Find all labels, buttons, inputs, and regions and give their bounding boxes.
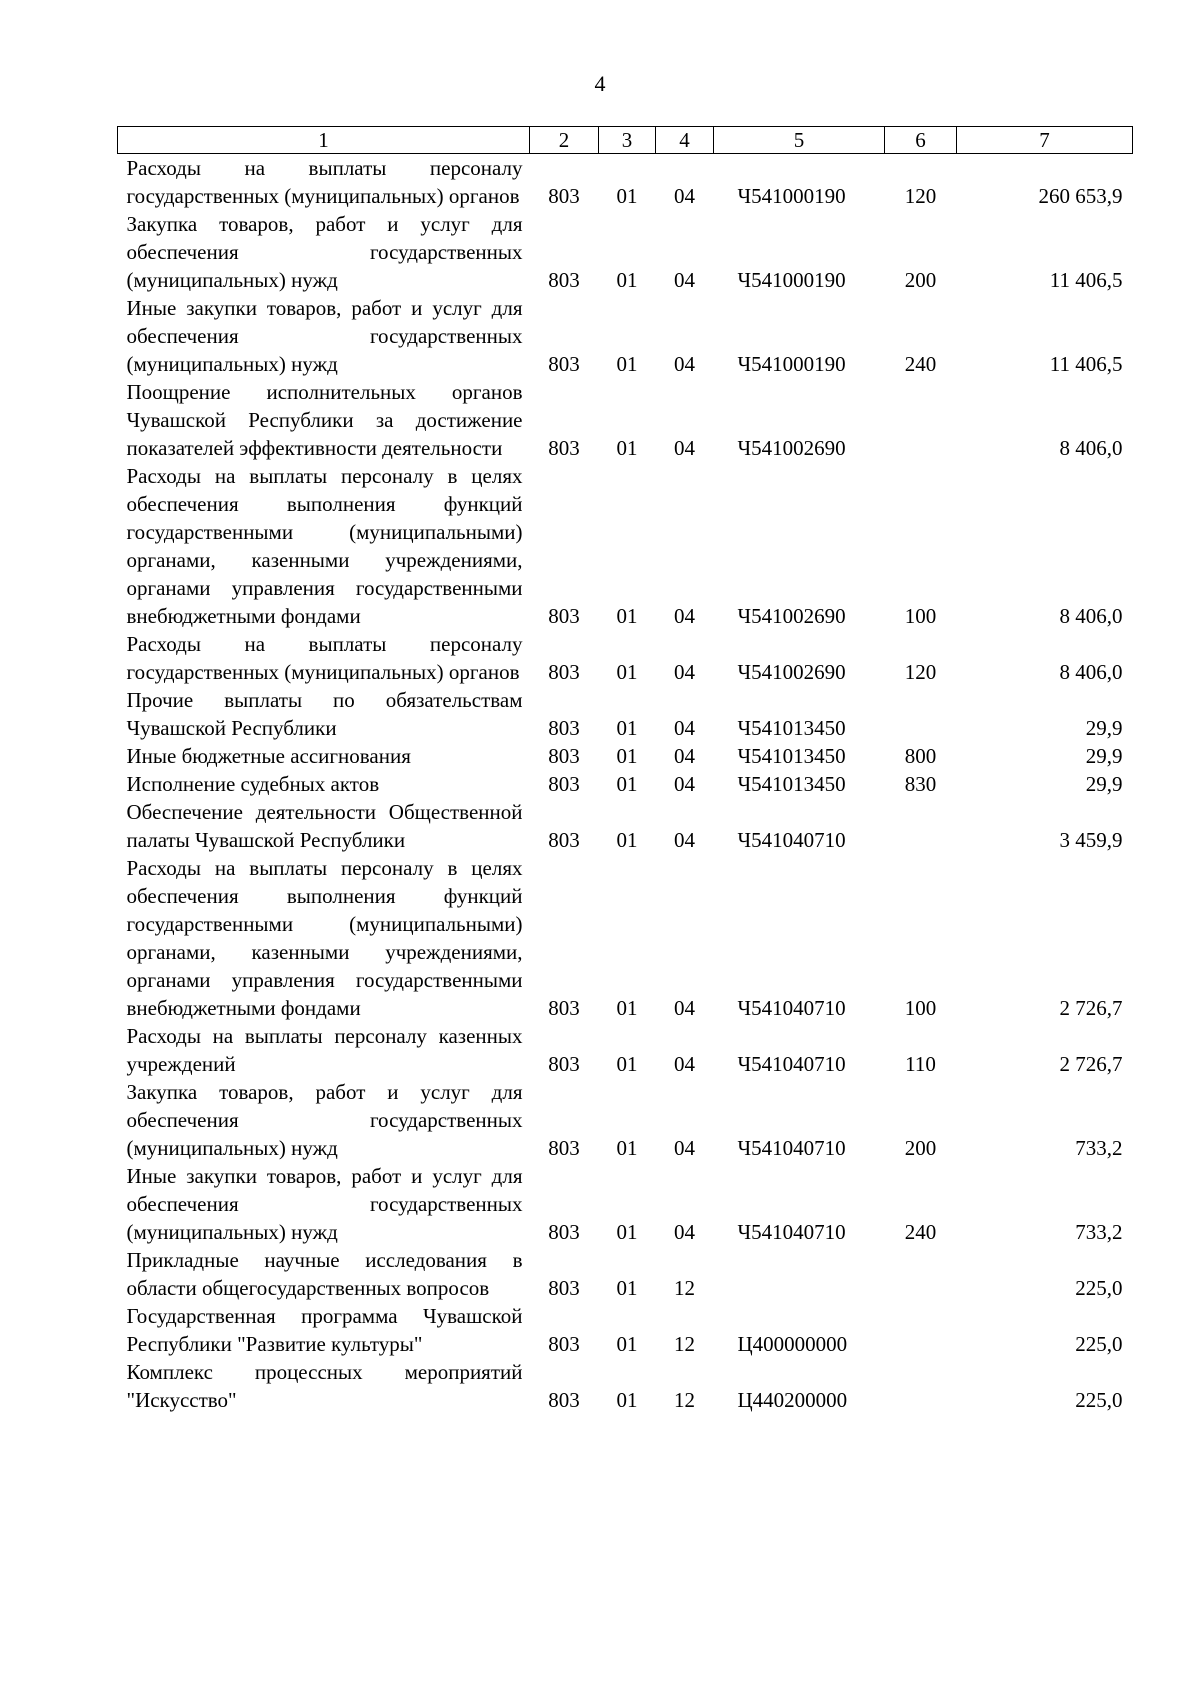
target-article-cell: Ч541013450	[737, 716, 846, 740]
table-row	[118, 854, 1133, 1022]
expense-name-cell: Расходы на выплаты персоналу казенных учреждений	[126, 1024, 523, 1076]
ministry-code-cell: 803	[548, 996, 580, 1020]
table-header	[118, 127, 1133, 154]
ministry-code-cell: 803	[548, 604, 580, 628]
subsection-code-cell: 04	[674, 436, 695, 460]
ministry-code-cell: 803	[548, 436, 580, 460]
expense-type-cell	[885, 1302, 957, 1358]
subsection-code-cell: 04	[674, 1052, 695, 1076]
target-article-cell: Ч541002690	[737, 660, 846, 684]
amount-cell: 2 726,7	[1059, 996, 1123, 1020]
expense-name-cell: Прочие выплаты по обязательствам Чувашской Республики	[126, 688, 523, 740]
subsection-code-cell: 12	[674, 1388, 695, 1412]
section-code-cell: 01	[616, 1136, 638, 1160]
ministry-code-cell: 803	[548, 744, 580, 768]
ministry-code-cell: 803	[548, 1052, 580, 1076]
section-code-cell: 01	[616, 996, 638, 1020]
section-code-cell: 01	[616, 1388, 638, 1412]
section-code-cell: 01	[616, 1276, 638, 1300]
expense-type-cell: 800	[904, 744, 937, 768]
expense-type-cell	[885, 1246, 957, 1302]
header-row	[118, 127, 1133, 154]
table-row	[118, 1162, 1133, 1246]
header-cell-6: 6	[885, 127, 957, 154]
amount-cell: 260 653,9	[1038, 184, 1123, 208]
expense-name-cell: Иные закупки товаров, работ и услуг для обеспечения государственных (муниципальных) нужд	[126, 296, 523, 376]
expense-name-cell: Исполнение судебных актов	[126, 772, 380, 796]
expense-name-cell: Расходы на выплаты персоналу в целях обеспечения выполнения функций государственными (муниципальными) органами, казенными учреждениями, органами управления государственными внебюджетными фондами	[126, 464, 523, 628]
subsection-code-cell: 12	[674, 1276, 695, 1300]
amount-cell: 29,9	[1085, 772, 1123, 796]
amount-cell: 8 406,0	[1059, 660, 1123, 684]
expense-name-cell: Иные бюджетные ассигнования	[126, 744, 411, 768]
subsection-code-cell: 04	[674, 184, 695, 208]
expense-type-cell: 120	[904, 660, 937, 684]
subsection-code-cell: 12	[674, 1332, 695, 1356]
table-row	[118, 462, 1133, 630]
amount-cell: 29,9	[1085, 716, 1123, 740]
table-row	[118, 686, 1133, 742]
table-row	[118, 154, 1133, 211]
amount-cell: 225,0	[1075, 1276, 1123, 1300]
table-row	[118, 742, 1133, 770]
target-article-cell: Ч541002690	[737, 436, 846, 460]
ministry-code-cell: 803	[548, 1220, 580, 1244]
section-code-cell: 01	[616, 604, 638, 628]
section-code-cell: 01	[616, 1052, 638, 1076]
ministry-code-cell: 803	[548, 1276, 580, 1300]
ministry-code-cell: 803	[548, 352, 580, 376]
subsection-code-cell: 04	[674, 1220, 695, 1244]
target-article-cell: Ч541000190	[737, 184, 846, 208]
section-code-cell: 01	[616, 660, 638, 684]
amount-cell: 2 726,7	[1059, 1052, 1123, 1076]
table-row	[118, 1078, 1133, 1162]
target-article-cell: Ц440200000	[737, 1388, 848, 1412]
expense-name-cell: Комплекс процессных мероприятий "Искусство"	[126, 1360, 523, 1412]
ministry-code-cell: 803	[548, 660, 580, 684]
expense-name-cell: Прикладные научные исследования в области общегосударственных вопросов	[126, 1248, 523, 1300]
expense-type-cell: 120	[904, 184, 937, 208]
expense-type-cell	[885, 686, 957, 742]
expense-type-cell: 100	[904, 996, 937, 1020]
expense-name-cell: Расходы на выплаты персоналу в целях обеспечения выполнения функций государственными (муниципальными) органами, казенными учреждениями, органами управления государственными внебюджетными фондами	[126, 856, 523, 1020]
expense-name-cell: Государственная программа Чувашской Республики "Развитие культуры"	[126, 1304, 523, 1356]
section-code-cell: 01	[616, 268, 638, 292]
table-body	[118, 154, 1133, 1415]
target-article-cell	[714, 1246, 885, 1302]
table-row	[118, 1246, 1133, 1302]
expense-type-cell: 240	[904, 1220, 937, 1244]
table-row	[118, 378, 1133, 462]
ministry-code-cell: 803	[548, 1332, 580, 1356]
target-article-cell: Ч541040710	[737, 996, 846, 1020]
header-cell-2: 2	[530, 127, 599, 154]
subsection-code-cell: 04	[674, 352, 695, 376]
table-row	[118, 1302, 1133, 1358]
table-row	[118, 294, 1133, 378]
expense-name-cell: Закупка товаров, работ и услуг для обеспечения государственных (муниципальных) нужд	[126, 1080, 523, 1160]
expense-name-cell: Расходы на выплаты персоналу государственных (муниципальных) органов	[126, 156, 523, 208]
ministry-code-cell: 803	[548, 716, 580, 740]
expense-name-cell: Иные закупки товаров, работ и услуг для обеспечения государственных (муниципальных) нужд	[126, 1164, 523, 1244]
section-code-cell: 01	[616, 1220, 638, 1244]
section-code-cell: 01	[616, 716, 638, 740]
amount-cell: 29,9	[1085, 744, 1123, 768]
expense-name-cell: Закупка товаров, работ и услуг для обеспечения государственных (муниципальных) нужд	[126, 212, 523, 292]
page-number: 4	[594, 71, 606, 96]
amount-cell: 225,0	[1075, 1388, 1123, 1412]
ministry-code-cell: 803	[548, 1388, 580, 1412]
section-code-cell: 01	[616, 1332, 638, 1356]
budget-table	[117, 126, 1133, 1414]
expense-type-cell: 110	[905, 1052, 936, 1076]
section-code-cell: 01	[616, 352, 638, 376]
amount-cell: 225,0	[1075, 1332, 1123, 1356]
subsection-code-cell: 04	[674, 660, 695, 684]
section-code-cell: 01	[616, 436, 638, 460]
ministry-code-cell: 803	[548, 184, 580, 208]
expense-name-cell: Обеспечение деятельности Общественной палаты Чувашской Республики	[126, 800, 523, 852]
expense-type-cell	[885, 378, 957, 462]
subsection-code-cell: 04	[674, 996, 695, 1020]
target-article-cell: Ч541040710	[737, 1136, 846, 1160]
section-code-cell: 01	[616, 828, 638, 852]
section-code-cell: 01	[616, 744, 638, 768]
section-code-cell: 01	[616, 184, 638, 208]
expense-name-cell: Расходы на выплаты персоналу государственных (муниципальных) органов	[126, 632, 523, 684]
ministry-code-cell: 803	[548, 1136, 580, 1160]
table-row	[118, 770, 1133, 798]
table-row	[118, 210, 1133, 294]
subsection-code-cell: 04	[674, 828, 695, 852]
expense-type-cell: 830	[904, 772, 937, 796]
amount-cell: 8 406,0	[1059, 436, 1123, 460]
header-cell-3: 3	[599, 127, 656, 154]
target-article-cell: Ц400000000	[737, 1332, 848, 1356]
amount-cell: 11 406,5	[1049, 268, 1123, 292]
ministry-code-cell: 803	[548, 268, 580, 292]
header-cell-5: 5	[714, 127, 885, 154]
table-row	[118, 1022, 1133, 1078]
subsection-code-cell: 04	[674, 604, 695, 628]
expense-type-cell	[885, 798, 957, 854]
table-row	[118, 630, 1133, 686]
table-row	[118, 798, 1133, 854]
amount-cell: 8 406,0	[1059, 604, 1123, 628]
subsection-code-cell: 04	[674, 744, 695, 768]
expense-type-cell: 240	[904, 352, 937, 376]
amount-cell: 3 459,9	[1059, 828, 1123, 852]
target-article-cell: Ч541013450	[737, 772, 846, 796]
target-article-cell: Ч541040710	[737, 1220, 846, 1244]
expense-type-cell	[885, 1358, 957, 1414]
amount-cell: 733,2	[1075, 1220, 1123, 1244]
header-cell-4: 4	[656, 127, 714, 154]
table-row	[118, 1358, 1133, 1414]
amount-cell: 733,2	[1075, 1136, 1123, 1160]
target-article-cell: Ч541000190	[737, 352, 846, 376]
expense-type-cell: 200	[904, 1136, 937, 1160]
target-article-cell: Ч541040710	[737, 828, 846, 852]
target-article-cell: Ч541002690	[737, 604, 846, 628]
expense-name-cell: Поощрение исполнительных органов Чувашской Республики за достижение показателей эффективности деятельности	[126, 380, 523, 460]
target-article-cell: Ч541040710	[737, 1052, 846, 1076]
ministry-code-cell: 803	[548, 772, 580, 796]
header-cell-1: 1	[118, 127, 530, 154]
subsection-code-cell: 04	[674, 716, 695, 740]
expense-type-cell: 100	[904, 604, 937, 628]
target-article-cell: Ч541013450	[737, 744, 846, 768]
ministry-code-cell: 803	[548, 828, 580, 852]
subsection-code-cell: 04	[674, 1136, 695, 1160]
expense-type-cell: 200	[904, 268, 937, 292]
amount-cell: 11 406,5	[1049, 352, 1123, 376]
target-article-cell: Ч541000190	[737, 268, 846, 292]
section-code-cell: 01	[616, 772, 638, 796]
subsection-code-cell: 04	[674, 772, 695, 796]
subsection-code-cell: 04	[674, 268, 695, 292]
header-cell-7: 7	[957, 127, 1133, 154]
